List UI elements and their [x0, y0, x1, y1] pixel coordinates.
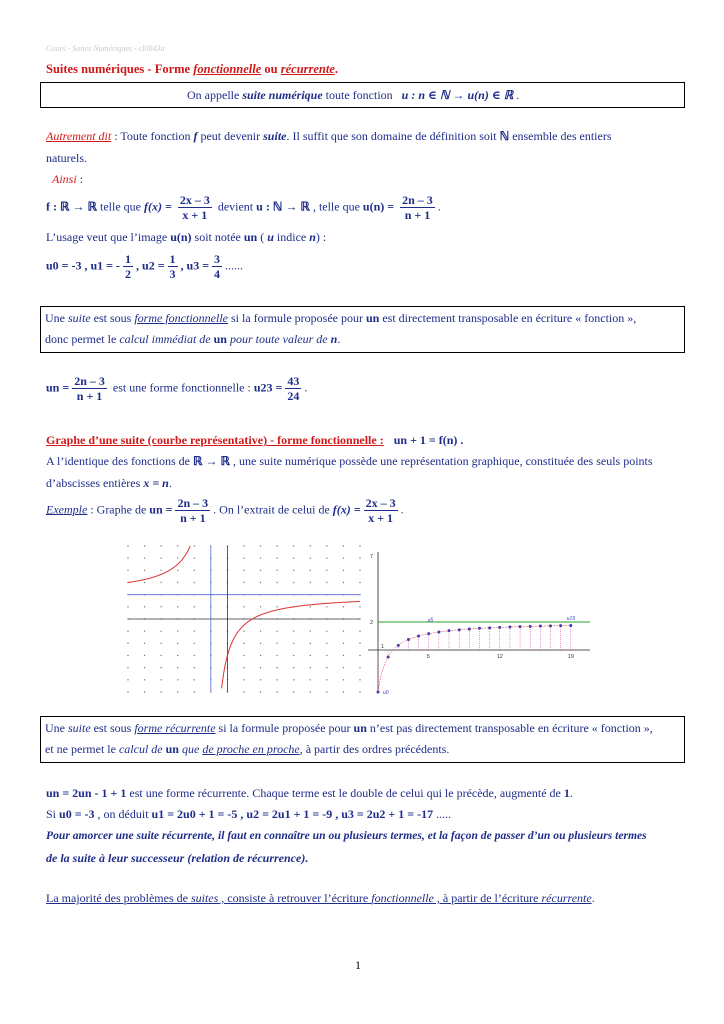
- grid-dot: [359, 679, 360, 680]
- tick-label-y-2: 2: [370, 620, 374, 626]
- grid-dot: [326, 545, 327, 546]
- grid-dot: [243, 691, 244, 692]
- grid-dot: [144, 582, 145, 583]
- grid-dot: [310, 606, 311, 607]
- identique-line: A l’identique des fonctions de ℝ → ℝ , une suite numérique possède une représentation graphique, constituée des seuls points: [46, 454, 653, 468]
- autrement-line: Autrement dit : Toute fonction f peut devenir suite. Il suffit que son domaine de définition soit ℕ ensemble des entiers: [46, 129, 612, 143]
- grid-dot: [293, 667, 294, 668]
- grid-dot: [276, 667, 277, 668]
- grid-dot: [243, 545, 244, 546]
- grid-dot: [260, 606, 261, 607]
- graph-title-line: Graphe d’une suite (courbe représentative) - forme fonctionnelle : un + 1 = f(n) .: [46, 433, 464, 447]
- grid-dot: [359, 545, 360, 546]
- functional-form-box: Une suite est sous forme fonctionnelle si la formule proposée pour un est directement transposable en écriture « fonction », donc permet le calcul immédiat de un pour toute valeur de n.: [40, 306, 685, 353]
- grid-dot: [310, 630, 311, 631]
- grid-dot: [144, 630, 145, 631]
- grid-dot: [127, 679, 128, 680]
- grid-dot: [343, 545, 344, 546]
- grid-dot: [293, 643, 294, 644]
- function-definition-line: f : ℝ → ℝ telle que f(x) = $\frac{2x - 3}{x + 1}$ devient u : ℕ → ℝ , telle que u(n) = $\frac{2n - 3}{n + 1}$ .: [46, 193, 441, 222]
- grid-dot: [343, 643, 344, 644]
- grid-dot: [359, 557, 360, 558]
- grid-dot: [260, 557, 261, 558]
- grid-dot: [260, 679, 261, 680]
- grid-dot: [194, 606, 195, 607]
- grid-dot: [177, 643, 178, 644]
- grid-dot: [243, 557, 244, 558]
- recurrence-line: un = 2un - 1 + 1 est une forme récurrente. Chaque terme est le double de celui qui le précède, augmenté de 1.: [46, 786, 573, 800]
- grid-dot: [359, 630, 360, 631]
- grid-dot: [127, 545, 128, 546]
- grid-dot: [144, 655, 145, 656]
- grid-dot: [310, 545, 311, 546]
- grid-dot: [260, 667, 261, 668]
- grid-dot: [160, 643, 161, 644]
- tick-label-x-5: 5: [426, 654, 430, 660]
- grid-dot: [326, 691, 327, 692]
- grid-dot: [326, 557, 327, 558]
- tick-label-x-1: 1: [381, 644, 385, 650]
- grid-dot: [260, 691, 261, 692]
- grid-dot: [343, 557, 344, 558]
- bold-paragraph-2: de la suite à leur successeur (relation de récurrence).: [46, 851, 309, 865]
- usage-line: L’usage veut que l’image u(n) soit notée un ( u indice n) :: [46, 230, 327, 244]
- grid-dot: [293, 691, 294, 692]
- grid-dot: [144, 557, 145, 558]
- grid-dot: [326, 679, 327, 680]
- grid-dot: [326, 570, 327, 571]
- grid-dot: [359, 655, 360, 656]
- grid-dot: [243, 655, 244, 656]
- grid-dot: [310, 570, 311, 571]
- grid-dot: [177, 557, 178, 558]
- tick-label-x-19: 19: [567, 654, 574, 660]
- series-label-u0: u0: [383, 690, 389, 696]
- grid-dot: [260, 582, 261, 583]
- grid-dot: [160, 679, 161, 680]
- grid-dot: [177, 667, 178, 668]
- grid-dot: [243, 679, 244, 680]
- grid-dot: [310, 582, 311, 583]
- grid-dot: [127, 655, 128, 656]
- grid-dot: [260, 643, 261, 644]
- grid-dot: [343, 691, 344, 692]
- grid-dot: [276, 643, 277, 644]
- grid-dot: [276, 545, 277, 546]
- grid-dot: [160, 630, 161, 631]
- grid-dot: [276, 557, 277, 558]
- curve-right-branch: [222, 601, 360, 688]
- grid-dot: [144, 545, 145, 546]
- grid-dot: [260, 545, 261, 546]
- grid-dot: [359, 667, 360, 668]
- grid-dot: [160, 606, 161, 607]
- grid-dot: [293, 570, 294, 571]
- grid-dot: [293, 655, 294, 656]
- grid-dot: [144, 667, 145, 668]
- bold-paragraph-1: Pour amorcer une suite récurrente, il faut en connaître un ou plusieurs termes, et la façon de passer d’un ou plusieurs termes: [46, 829, 647, 842]
- grid-dot: [243, 667, 244, 668]
- tick-label-y-7: 7: [370, 554, 374, 560]
- grid-dot: [260, 630, 261, 631]
- grid-dot: [127, 606, 128, 607]
- deduction-line: Si u0 = -3 , on déduit u1 = 2u0 + 1 = -5 , u2 = 2u1 + 1 = -9 , u3 = 2u2 + 1 = -17 .....: [46, 807, 452, 821]
- grid-dot: [194, 643, 195, 644]
- grid-dot: [127, 557, 128, 558]
- example-functional-line: un = $\frac{2n - 3}{n + 1}$ est une forme fonctionnelle : u23 = $\frac{43}{24}$ .: [46, 374, 308, 403]
- grid-dot: [243, 630, 244, 631]
- grid-dot: [160, 691, 161, 692]
- definition-box: On appelle suite numérique toute fonction u : n ∈ ℕ → u(n) ∈ ℝ .: [40, 82, 685, 108]
- grid-dot: [160, 570, 161, 571]
- grid-dot: [127, 691, 128, 692]
- grid-dot: [326, 667, 327, 668]
- grid-dot: [194, 667, 195, 668]
- grid-dot: [310, 691, 311, 692]
- grid-dot: [144, 643, 145, 644]
- grid-dot: [276, 691, 277, 692]
- grid-dot: [177, 691, 178, 692]
- grid-dot: [293, 582, 294, 583]
- grid-dot: [243, 570, 244, 571]
- grid-dot: [144, 679, 145, 680]
- grid-dot: [310, 655, 311, 656]
- grid-dot: [177, 606, 178, 607]
- grid-dot: [243, 582, 244, 583]
- grid-dot: [359, 643, 360, 644]
- grid-dot: [160, 545, 161, 546]
- grid-dot: [359, 606, 360, 607]
- grid-dot: [144, 606, 145, 607]
- grid-dot: [144, 570, 145, 571]
- continuous-curve: [378, 626, 571, 693]
- grid-dot: [177, 582, 178, 583]
- grid-dot: [127, 667, 128, 668]
- grid-dot: [343, 606, 344, 607]
- grid-dot: [359, 570, 360, 571]
- grid-dot: [194, 679, 195, 680]
- grid-dot: [194, 691, 195, 692]
- grid-dot: [310, 557, 311, 558]
- grid-dot: [276, 630, 277, 631]
- grid-dot: [260, 655, 261, 656]
- grid-dot: [160, 667, 161, 668]
- grid-dot: [127, 630, 128, 631]
- tick-label-x-12: 12: [496, 654, 503, 660]
- grid-dot: [144, 691, 145, 692]
- grid-dot: [194, 557, 195, 558]
- grid-dot: [343, 667, 344, 668]
- grid-dot: [343, 679, 344, 680]
- autrement-line-2: naturels.: [46, 151, 87, 165]
- grid-dot: [326, 606, 327, 607]
- grid-dot: [276, 570, 277, 571]
- page-title: Suites numériques - Forme fonctionnelle ou récurrente.: [46, 62, 339, 76]
- grid-dot: [310, 643, 311, 644]
- grid-dot: [276, 582, 277, 583]
- grid-dot: [260, 570, 261, 571]
- grid-dot: [160, 557, 161, 558]
- series-label-u5: u5: [427, 617, 434, 624]
- ainsi-label: Ainsi :: [52, 172, 84, 186]
- function-graph: [128, 546, 360, 692]
- grid-dot: [276, 606, 277, 607]
- grid-dot: [293, 630, 294, 631]
- grid-dot: [194, 545, 195, 546]
- grid-dot: [310, 667, 311, 668]
- grid-dot: [293, 679, 294, 680]
- terms-line: u0 = -3 , u1 = - $\frac{1}{2}$ , u2 = $\frac{1}{3}$ , u3 = $\frac{3}{4}$ ......: [46, 252, 244, 281]
- sequence-graph: [368, 552, 590, 696]
- grid-dot: [326, 655, 327, 656]
- grid-dot: [343, 570, 344, 571]
- grid-dot: [194, 630, 195, 631]
- grid-dot: [276, 679, 277, 680]
- grid-dot: [160, 655, 161, 656]
- grid-dot: [127, 570, 128, 571]
- grid-dot: [276, 655, 277, 656]
- grid-dot: [127, 643, 128, 644]
- grid-dot: [293, 545, 294, 546]
- series-label-u19: u19: [566, 616, 576, 622]
- grid-dot: [343, 655, 344, 656]
- grid-dot: [359, 691, 360, 692]
- curve-left-branch: [128, 546, 190, 583]
- grid-dot: [177, 655, 178, 656]
- grid-dot: [326, 643, 327, 644]
- grid-dot: [177, 545, 178, 546]
- grid-dot: [194, 655, 195, 656]
- recurrent-form-box: Une suite est sous forme récurrente si la formule proposée pour un n’est pas directement transposable en écriture « fonction », et ne permet le calcul de un que de proche en proche, à partir des ordres précédents.: [40, 716, 685, 763]
- grid-dot: [243, 606, 244, 607]
- grid-dot: [160, 582, 161, 583]
- grid-dot: [243, 643, 244, 644]
- grid-dot: [343, 630, 344, 631]
- grid-dot: [177, 570, 178, 571]
- grid-dot: [326, 582, 327, 583]
- page-header: Cours - Suites Numériques - cl0043a: [46, 44, 165, 53]
- exemple-line: Exemple : Graphe de un = $\frac{2n - 3}{n + 1}$ . On l’extrait de celui de f(x) = $\frac{2x - 3}{x + 1}$ .: [46, 496, 404, 525]
- grid-dot: [359, 582, 360, 583]
- grid-dot: [177, 679, 178, 680]
- grid-dot: [310, 679, 311, 680]
- grid-dot: [293, 557, 294, 558]
- grid-dot: [326, 630, 327, 631]
- page-number: 1: [355, 958, 361, 972]
- grid-dot: [177, 630, 178, 631]
- grid-dot: [194, 582, 195, 583]
- data-point: [417, 635, 420, 638]
- identique-line-2: d’abscisses entières x = n.: [46, 476, 172, 490]
- grid-dot: [194, 570, 195, 571]
- majorite-line: La majorité des problèmes de suites , consiste à retrouver l’écriture fonctionnelle , à partir de l’écriture récurrente.: [46, 891, 595, 905]
- grid-dot: [343, 582, 344, 583]
